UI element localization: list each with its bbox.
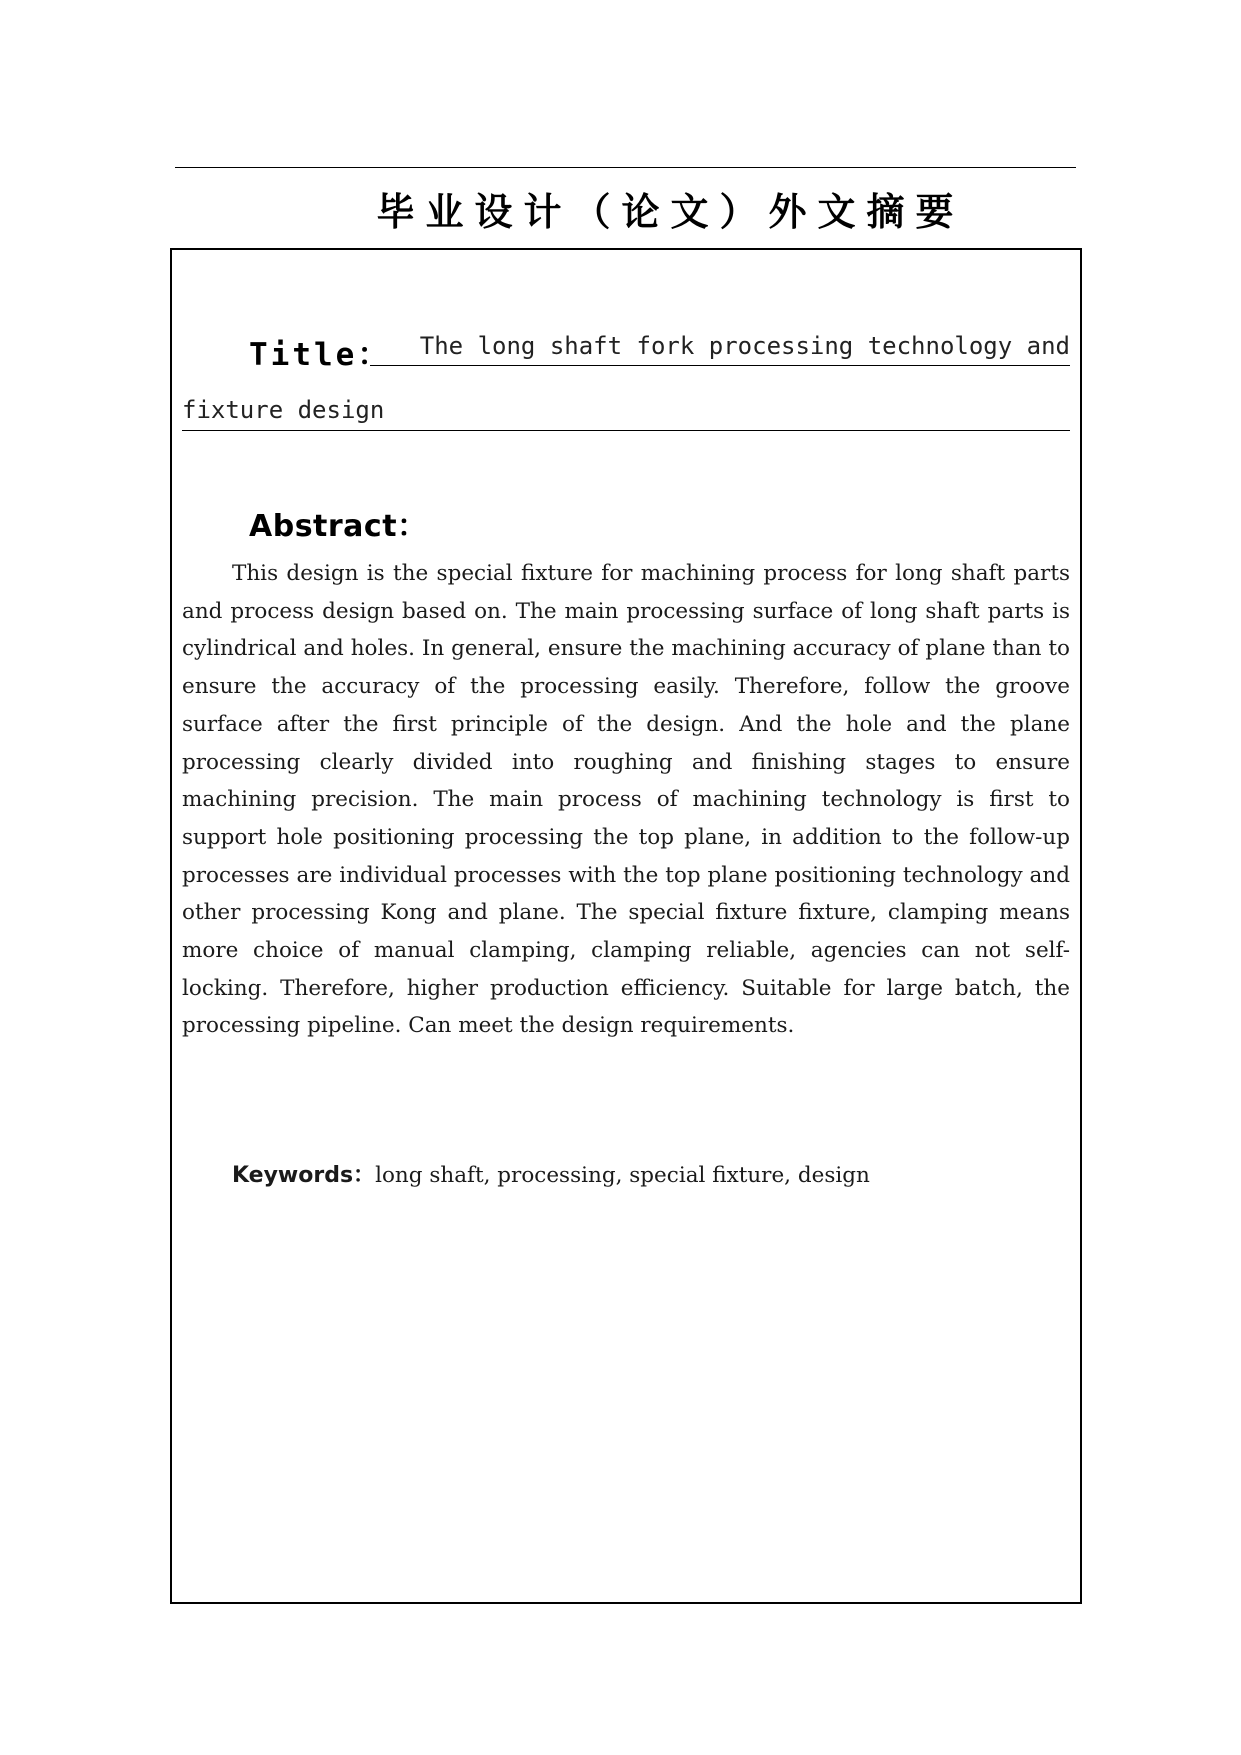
abstract-label: Abstract： xyxy=(249,509,428,544)
title-line-1 xyxy=(182,326,1070,372)
title-text-line-2: fixture design xyxy=(182,396,1070,431)
title-text-line-1: The long shaft fork processing technology and xyxy=(370,332,1070,366)
header-rule xyxy=(175,167,1076,168)
keywords-label: Keywords： xyxy=(232,1163,376,1188)
keywords-value: long shaft, processing, special fixture, design xyxy=(375,1163,870,1188)
keywords-line xyxy=(232,1158,1072,1189)
page-heading: 毕业设计（论文）外文摘要 xyxy=(376,189,965,234)
abstract-body: This design is the special fixture for machining process for long shaft parts and process design based on. The main processing surface of long shaft parts is cylindrical and holes. In general, ensure the machining accuracy of plane than to ensure the accuracy of the processing easily. Therefore, follow the groove surface after the first principle of the design. And the hole and the plane processing clearly divided into roughing and finishing stages to ensure machining precision. The main process of machining technology is first to support hole positioning processing the top plane, in addition to the follow-up processes are individual processes with the top plane positioning technology and other processing Kong and plane. The special fixture fixture, clamping means more choice of manual clamping, clamping reliable, agencies can not self-locking. Therefore, higher production efficiency. Suitable for large batch, the processing pipeline. Can meet the design requirements. xyxy=(182,561,1070,1039)
title-label: Title： xyxy=(249,337,392,373)
